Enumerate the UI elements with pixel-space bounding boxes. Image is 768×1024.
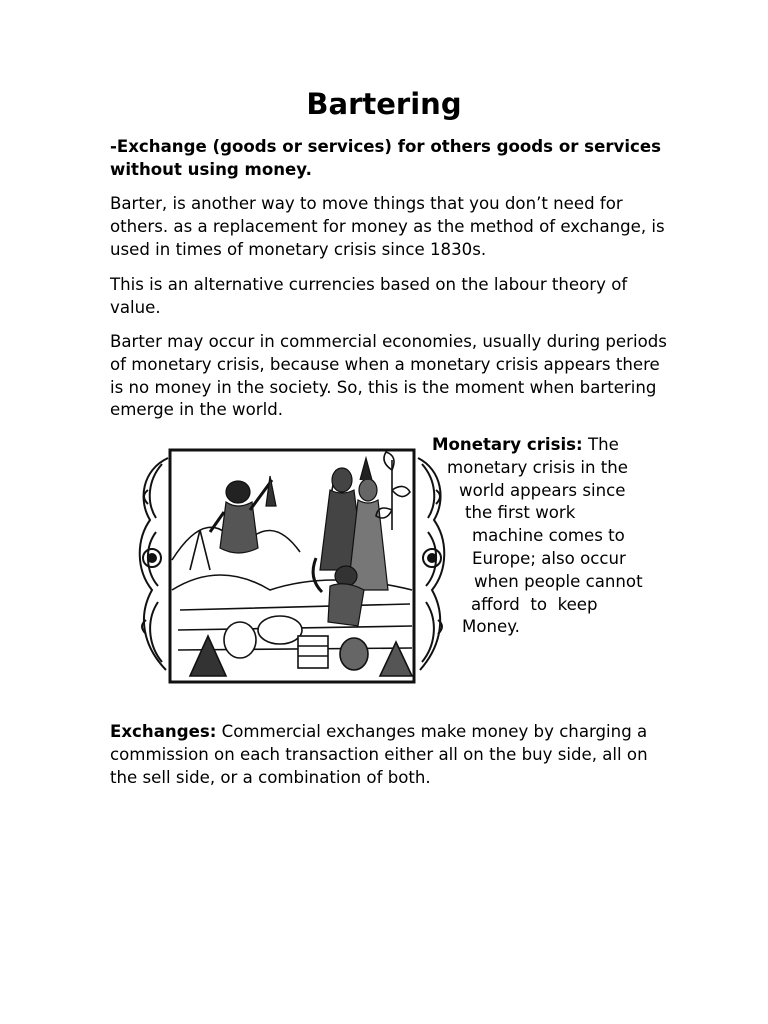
- monetary-crisis-sidebar: [432, 434, 672, 639]
- monetary-crisis-line: Europe; also occur: [472, 548, 626, 568]
- monetary-crisis-line: The: [582, 435, 619, 454]
- definition-text: -Exchange (goods or services) for others goods or services without using money.: [110, 137, 661, 179]
- exchanges-label: Exchanges:: [110, 722, 217, 741]
- exchanges-paragraph: [110, 721, 670, 789]
- monetary-crisis-line: world appears since: [459, 480, 626, 500]
- paragraph-barter-intro: Barter, is another way to move things that you don’t need for others. as a replacement for money as the method of exchange, is used in times of monetary crisis since 1830s.: [110, 194, 665, 259]
- monetary-crisis-line: afford to keep: [471, 594, 598, 614]
- monetary-crisis-line: machine comes to: [472, 526, 625, 546]
- exchanges-text: Commercial exchanges make money by charging a commission on each transaction either all on the buy side, all on the sell side, or a combination of both.: [110, 722, 648, 787]
- monetary-crisis-line: Money.: [462, 617, 520, 637]
- paragraph-alternative-currency: This is an alternative currencies based on the labour theory of value.: [110, 275, 628, 317]
- monetary-crisis-label: Monetary crisis:: [432, 435, 583, 454]
- page-title: Bartering: [306, 87, 462, 121]
- monetary-crisis-line: monetary crisis in the: [447, 457, 628, 477]
- monetary-crisis-line: the first work: [465, 503, 576, 523]
- paragraph-commercial-economies: Barter may occur in commercial economies, usually during periods of monetary crisis, because when a monetary crisis appears there is no money in the society. So, this is the moment when bartering emerge in the world.: [110, 332, 667, 420]
- barter-woodcut-illustration: [130, 440, 450, 690]
- monetary-crisis-line: when people cannot: [474, 571, 643, 591]
